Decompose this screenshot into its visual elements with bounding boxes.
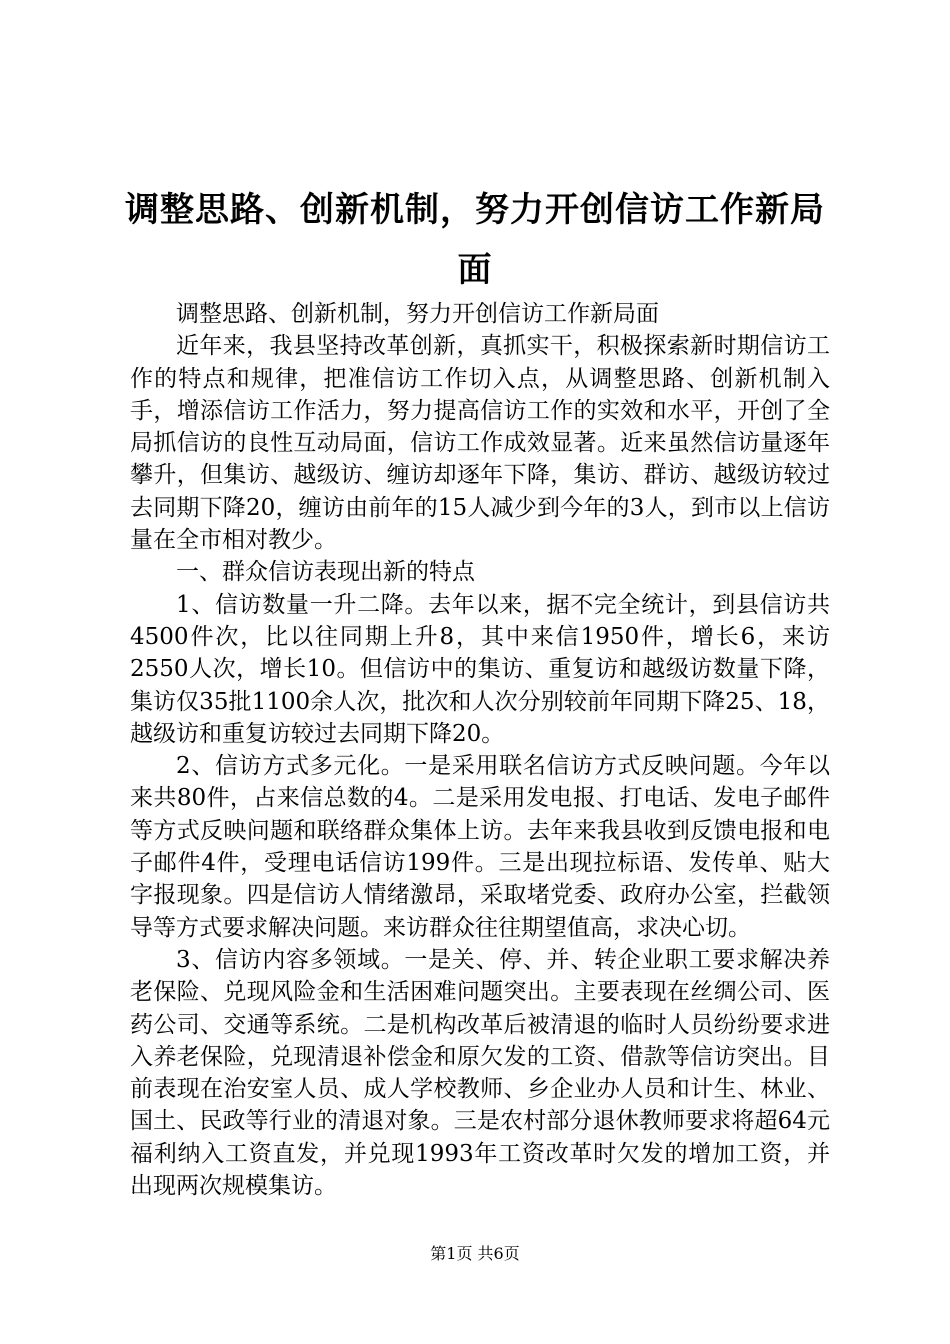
page-number-footer: 第1页 共6页 — [430, 1244, 520, 1263]
body-paragraph: 近年来，我县坚持改革创新，真抓实干，积极探索新时期信访工作的特点和规律，把准信访工作切入点，从调整思路、创新机制入手，增添信访工作活力，努力提高信访工作的实效和水平，开创了全局抓信访的良性互动局面，信访工作成效显著。近来虽然信访量逐年攀升，但集访、越级访、缠访却逐年下降，集访、群访、越级访较过去同期下降20，缠访由前年的15人减少到今年的3人，到市以上信访量在全市相对教少。 — [130, 333, 830, 554]
document-body — [130, 298, 830, 1202]
body-paragraph: 调整思路、创新机制，努力开创信访工作新局面 — [176, 301, 659, 327]
document-title: 调整思路、创新机制，努力开创信访工作新局面 — [125, 190, 825, 290]
body-paragraph: 2、信访方式多元化。一是采用联名信访方式反映问题。今年以来共80件，占来信总数的4。二是采用发电报、打电话、发电子邮件等方式反映问题和联络群众集体上访。去年来我县收到反馈电报和电子邮件4件，受理电话信访199件。三是出现拉标语、发传单、贴大字报现象。四是信访人情绪激昂，采取堵党委、政府办公室，拦截领导等方式要求解决问题。来访群众往往期望值高，求决心切。 — [130, 753, 830, 941]
body-paragraph: 1、信访数量一升二降。去年以来，据不完全统计，到县信访共4500件次，比以往同期上升8，其中来信1950件，增长6，来访2550人次，增长10。但信访中的集访、重复访和越级访数量下降，集访仅35批1100余人次，批次和人次分别较前年同期下降25、18，越级访和重复访较过去同期下降20。 — [130, 591, 830, 747]
body-paragraph: 3、信访内容多领域。一是关、停、并、转企业职工要求解决养老保险、兑现风险金和生活困难问题突出。主要表现在丝绸公司、医药公司、交通等系统。二是机构改革后被清退的临时人员纷纷要求进入养老保险，兑现清退补偿金和原欠发的工资、借款等信访突出。目前表现在治安室人员、成人学校教师、乡企业办人员和计生、林业、国土、民政等行业的清退对象。三是农村部分退休教师要求将超64元福利纳入工资直发，并兑现1993年工资改革时欠发的增加工资，并出现两次规模集访。 — [130, 946, 830, 1200]
section-heading: 一、群众信访表现出新的特点 — [176, 559, 475, 586]
